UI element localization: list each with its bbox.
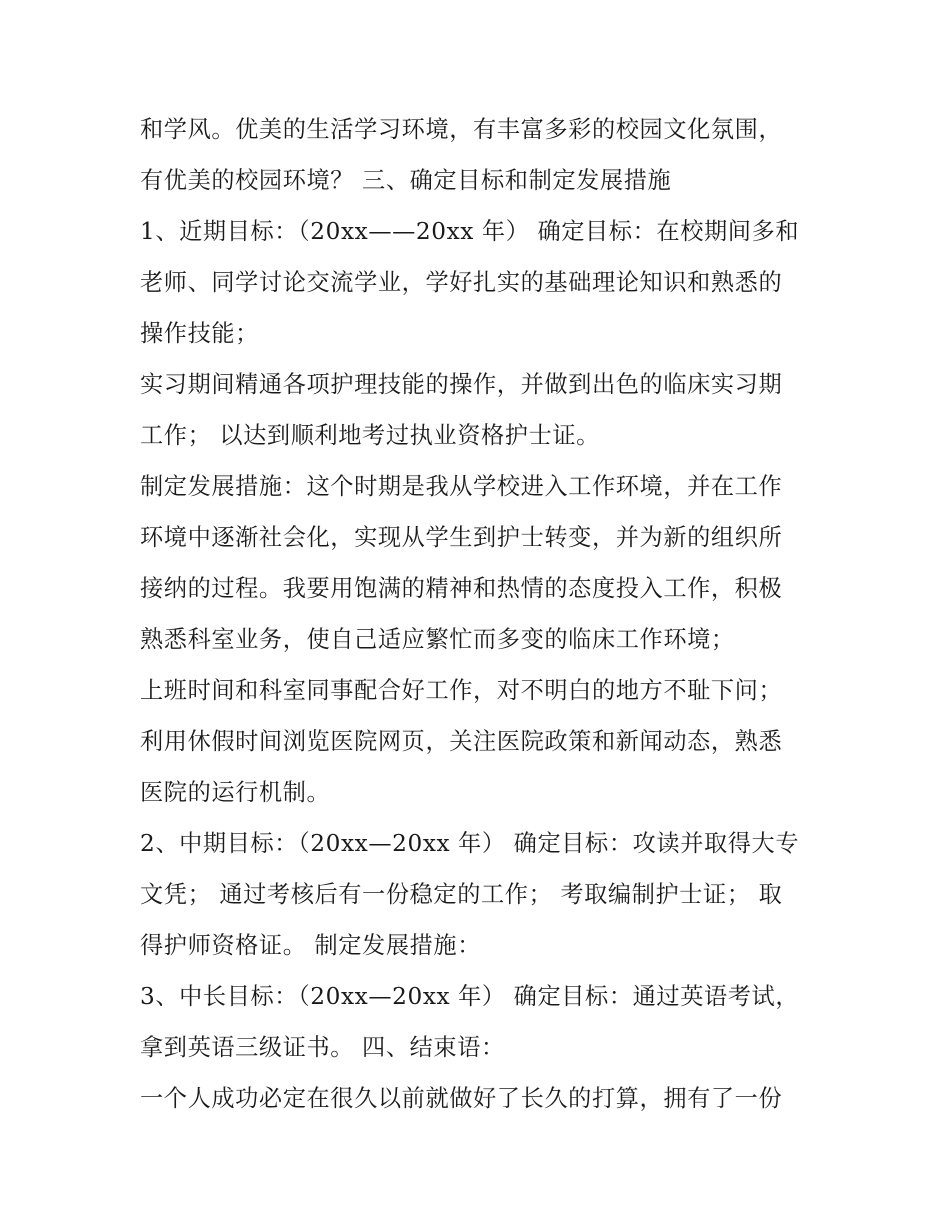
text-line: 制定发展措施：这个时期是我从学校进入工作环境，并在工作 (140, 473, 783, 500)
text-line: 一个人成功必定在很久以前就做好了长久的打算，拥有了一份 (140, 1085, 783, 1112)
text-line: 2、中期目标：（20xx—20xx 年） 确定目标：攻读并取得大专 (140, 830, 800, 857)
text-line: 利用休假时间浏览医院网页，关注医院政策和新闻动态，熟悉 (140, 728, 783, 755)
text-line: 接纳的过程。我要用饱满的精神和热情的态度投入工作，积极 (140, 575, 783, 602)
text-line: 拿到英语三级证书。 四、结束语： (140, 1034, 505, 1061)
text-line: 和学风。优美的生活学习环境，有丰富多彩的校园文化氛围， (140, 116, 783, 143)
text-line: 1、近期目标：（20xx——20xx 年） 确定目标：在校期间多和 (140, 218, 800, 245)
text-line: 环境中逐渐社会化，实现从学生到护士转变，并为新的组织所 (140, 524, 783, 551)
text-line: 工作； 以达到顺利地考过执业资格护士证。 (140, 422, 600, 449)
text-line: 得护师资格证。 制定发展措施： (140, 932, 481, 959)
text-line: 熟悉科室业务，使自己适应繁忙而多变的临床工作环境； (140, 626, 735, 653)
text-line: 操作技能； (140, 320, 259, 347)
text-line: 有优美的校园环境？ 三、确定目标和制定发展措施 (140, 167, 672, 194)
text-line: 医院的运行机制。 (140, 779, 331, 806)
text-line: 实习期间精通各项护理技能的操作，并做到出色的临床实习期 (140, 371, 783, 398)
text-line: 上班时间和科室同事配合好工作，对不明白的地方不耻下问； (140, 677, 783, 704)
text-line: 3、中长目标：（20xx—20xx 年） 确定目标：通过英语考试， (140, 983, 800, 1010)
text-line: 文凭； 通过考核后有一份稳定的工作； 考取编制护士证； 取 (140, 881, 783, 908)
text-line: 老师、同学讨论交流学业，学好扎实的基础理论知识和熟悉的 (140, 269, 783, 296)
document-body (140, 104, 830, 1124)
